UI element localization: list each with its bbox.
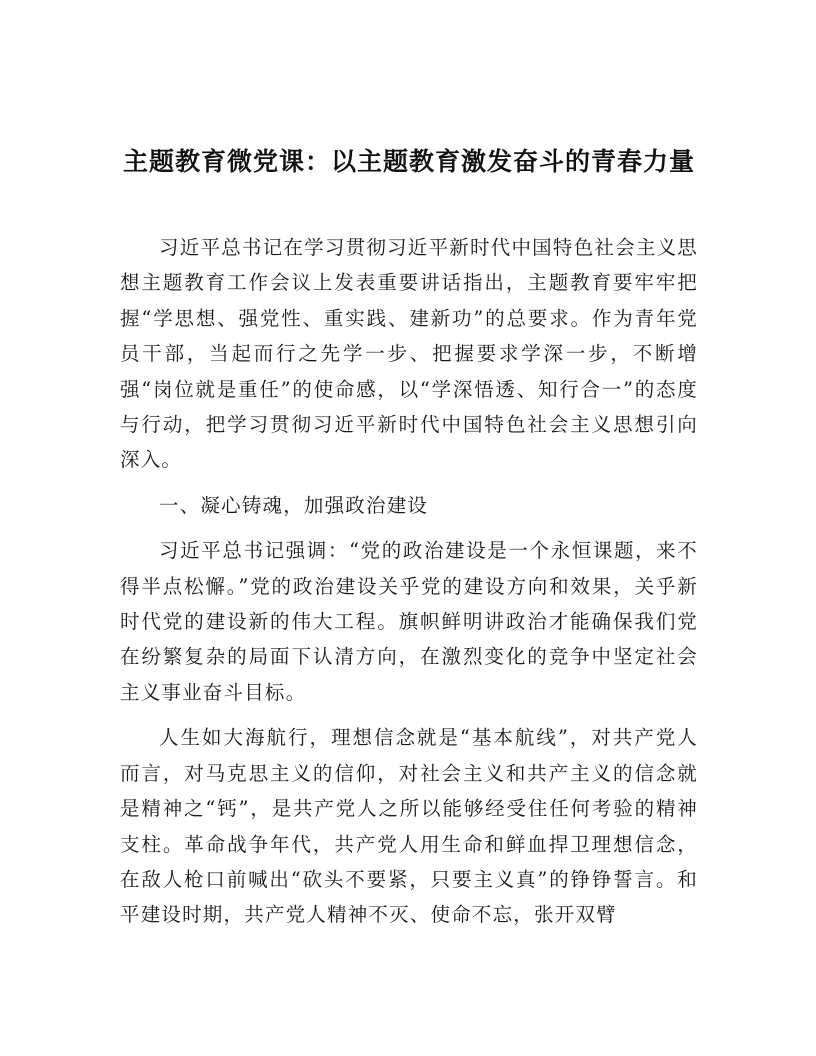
section-heading-1: 一、凝心铸魂，加强政治建设 bbox=[159, 493, 429, 517]
paragraph-ideals-beliefs: 人生如大海航行，理想信念就是“基本航线”，对共产党人而言，对马克思主义的信仰，对社会主义和共产主义的信念就是精神之“钙”，是共产党人之所以能够经受住任何考验的精神支柱。革命战争年代，共产党人用生命和鲜血捍卫理想信念，在敌人枪口前喊出“砍头不要紧，只要主义真”的铮铮誓言。和平建设时期，共产党人精神不灭、使命不忘，张开双臂 bbox=[120, 726, 698, 927]
paragraph-intro: 习近平总书记在学习贯彻习近平新时代中国特色社会主义思想主题教育工作会议上发表重要讲话指出，主题教育要牢牢把握“学思想、强党性、重实践、建新功”的总要求。作为青年党员干部，当起而行之先学一步、把握要求学深一步，不断增强“岗位就是重任”的使命感，以“学深悟透、知行合一”的态度与行动，把学习贯彻习近平新时代中国特色社会主义思想引向深入。 bbox=[120, 236, 698, 472]
paragraph-political-building: 习近平总书记强调：“党的政治建设是一个永恒课题，来不得半点松懈。”党的政治建设关乎党的建设方向和效果，关乎新时代党的建设新的伟大工程。旗帜鲜明讲政治才能确保我们党在纷繁复杂的局面下认清方向，在激烈变化的竞争中坚定社会主义事业奋斗目标。 bbox=[120, 539, 698, 704]
document-body bbox=[120, 230, 698, 943]
document-title: 主题教育微党课：以主题教育激发奋斗的青春力量 bbox=[122, 147, 695, 176]
